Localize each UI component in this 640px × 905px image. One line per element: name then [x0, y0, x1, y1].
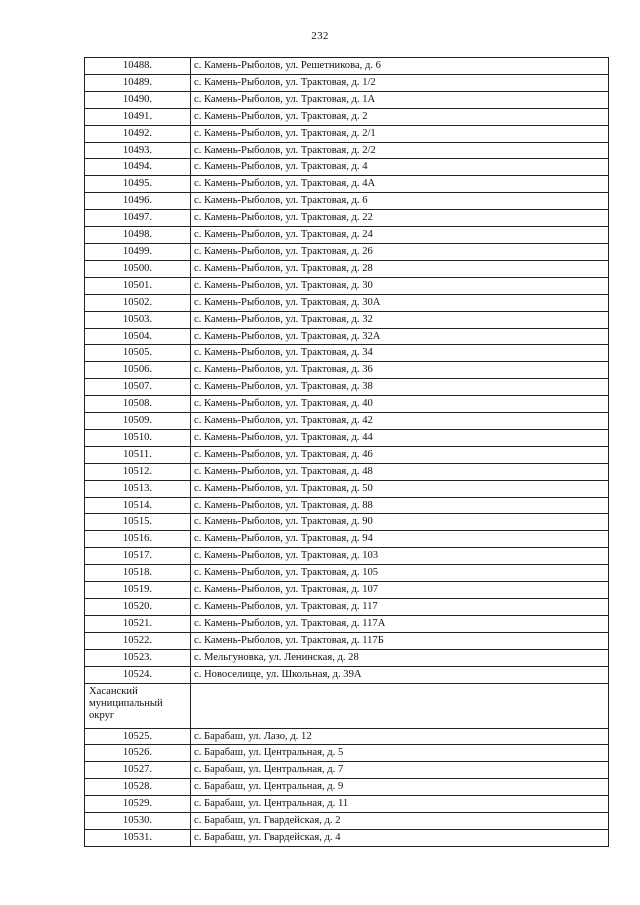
row-address: с. Камень-Рыболов, ул. Трактовая, д. 36 [191, 362, 609, 379]
row-address: с. Камень-Рыболов, ул. Трактовая, д. 94 [191, 531, 609, 548]
row-number: 10531. [85, 829, 191, 846]
row-number: 10514. [85, 497, 191, 514]
table-row [85, 632, 609, 649]
table-row [85, 480, 609, 497]
table-row [85, 796, 609, 813]
address-rows-part2 [85, 728, 609, 846]
address-rows-part1 [85, 58, 609, 684]
table-row [85, 91, 609, 108]
table-row [85, 328, 609, 345]
row-number: 10524. [85, 666, 191, 683]
table-row [85, 125, 609, 142]
row-address: с. Камень-Рыболов, ул. Трактовая, д. 90 [191, 514, 609, 531]
row-address: с. Камень-Рыболов, ул. Трактовая, д. 117Б [191, 632, 609, 649]
table-row [85, 429, 609, 446]
row-address: с. Камень-Рыболов, ул. Трактовая, д. 30А [191, 294, 609, 311]
table-row [85, 210, 609, 227]
row-address: с. Камень-Рыболов, ул. Трактовая, д. 26 [191, 243, 609, 260]
row-address: с. Камень-Рыболов, ул. Трактовая, д. 32 [191, 311, 609, 328]
row-number: 10504. [85, 328, 191, 345]
row-number: 10523. [85, 649, 191, 666]
table-row [85, 108, 609, 125]
row-address: с. Камень-Рыболов, ул. Трактовая, д. 32А [191, 328, 609, 345]
row-number: 10503. [85, 311, 191, 328]
table-row [85, 243, 609, 260]
row-address: с. Камень-Рыболов, ул. Трактовая, д. 2 [191, 108, 609, 125]
row-address: с. Барабаш, ул. Гвардейская, д. 4 [191, 829, 609, 846]
row-number: 10511. [85, 446, 191, 463]
row-address: с. Камень-Рыболов, ул. Трактовая, д. 88 [191, 497, 609, 514]
row-number: 10492. [85, 125, 191, 142]
row-number: 10501. [85, 277, 191, 294]
table-row [85, 762, 609, 779]
row-number: 10515. [85, 514, 191, 531]
row-address: с. Камень-Рыболов, ул. Трактовая, д. 46 [191, 446, 609, 463]
row-address: с. Камень-Рыболов, ул. Трактовая, д. 44 [191, 429, 609, 446]
row-number: 10513. [85, 480, 191, 497]
row-address: с. Камень-Рыболов, ул. Трактовая, д. 24 [191, 227, 609, 244]
table-row [85, 446, 609, 463]
table-row [85, 829, 609, 846]
row-number: 10491. [85, 108, 191, 125]
row-address: с. Барабаш, ул. Центральная, д. 7 [191, 762, 609, 779]
row-number: 10525. [85, 728, 191, 745]
table-row [85, 548, 609, 565]
table-row [85, 582, 609, 599]
row-address: с. Камень-Рыболов, ул. Трактовая, д. 6 [191, 193, 609, 210]
row-number: 10520. [85, 599, 191, 616]
table-row [85, 58, 609, 75]
row-address: с. Барабаш, ул. Центральная, д. 5 [191, 745, 609, 762]
row-address: с. Камень-Рыболов, ул. Трактовая, д. 105 [191, 565, 609, 582]
row-number: 10488. [85, 58, 191, 75]
row-number: 10527. [85, 762, 191, 779]
row-number: 10506. [85, 362, 191, 379]
row-address: с. Камень-Рыболов, ул. Трактовая, д. 107 [191, 582, 609, 599]
table-row [85, 779, 609, 796]
table-row [85, 142, 609, 159]
table-row [85, 728, 609, 745]
row-number: 10517. [85, 548, 191, 565]
row-number: 10502. [85, 294, 191, 311]
row-address: с. Камень-Рыболов, ул. Трактовая, д. 38 [191, 379, 609, 396]
row-address: с. Барабаш, ул. Гвардейская, д. 2 [191, 813, 609, 830]
row-address: с. Камень-Рыболов, ул. Трактовая, д. 34 [191, 345, 609, 362]
district-label: Хасанский муниципальный округ [85, 683, 191, 728]
page-number: 232 [311, 30, 329, 42]
table-row [85, 413, 609, 430]
table-row [85, 176, 609, 193]
district-section [85, 683, 609, 728]
row-number: 10499. [85, 243, 191, 260]
row-number: 10516. [85, 531, 191, 548]
table-row [85, 666, 609, 683]
table-row [85, 74, 609, 91]
row-address: с. Камень-Рыболов, ул. Трактовая, д. 22 [191, 210, 609, 227]
row-address: с. Камень-Рыболов, ул. Трактовая, д. 42 [191, 413, 609, 430]
table-row [85, 379, 609, 396]
row-number: 10493. [85, 142, 191, 159]
table-row [85, 362, 609, 379]
table-row [85, 514, 609, 531]
row-address: с. Камень-Рыболов, ул. Трактовая, д. 1А [191, 91, 609, 108]
row-address: с. Камень-Рыболов, ул. Трактовая, д. 2/1 [191, 125, 609, 142]
row-address: с. Камень-Рыболов, ул. Трактовая, д. 40 [191, 396, 609, 413]
table-row [85, 497, 609, 514]
row-number: 10496. [85, 193, 191, 210]
row-address: с. Камень-Рыболов, ул. Трактовая, д. 30 [191, 277, 609, 294]
row-number: 10518. [85, 565, 191, 582]
row-number: 10507. [85, 379, 191, 396]
row-address: с. Барабаш, ул. Лазо, д. 12 [191, 728, 609, 745]
table-row [85, 260, 609, 277]
row-address: с. Камень-Рыболов, ул. Трактовая, д. 1/2 [191, 74, 609, 91]
row-number: 10494. [85, 159, 191, 176]
row-number: 10510. [85, 429, 191, 446]
district-row [85, 683, 609, 728]
table-row [85, 159, 609, 176]
row-address: с. Камень-Рыболов, ул. Трактовая, д. 4 [191, 159, 609, 176]
table-row [85, 294, 609, 311]
row-address: с. Мельгуновка, ул. Ленинская, д. 28 [191, 649, 609, 666]
row-address: с. Барабаш, ул. Центральная, д. 9 [191, 779, 609, 796]
row-number: 10497. [85, 210, 191, 227]
row-number: 10509. [85, 413, 191, 430]
table-row [85, 531, 609, 548]
address-table [84, 57, 609, 847]
table-row [85, 396, 609, 413]
table-row [85, 345, 609, 362]
row-number: 10528. [85, 779, 191, 796]
row-number: 10505. [85, 345, 191, 362]
row-number: 10526. [85, 745, 191, 762]
row-address: с. Камень-Рыболов, ул. Трактовая, д. 48 [191, 463, 609, 480]
row-number: 10489. [85, 74, 191, 91]
table-row [85, 649, 609, 666]
table-row [85, 813, 609, 830]
row-number: 10495. [85, 176, 191, 193]
table-row [85, 565, 609, 582]
district-address-cell [191, 683, 609, 728]
row-address: с. Камень-Рыболов, ул. Трактовая, д. 2/2 [191, 142, 609, 159]
table-row [85, 193, 609, 210]
row-address: с. Камень-Рыболов, ул. Трактовая, д. 50 [191, 480, 609, 497]
table-row [85, 745, 609, 762]
table-row [85, 615, 609, 632]
row-number: 10490. [85, 91, 191, 108]
row-address: с. Камень-Рыболов, ул. Решетникова, д. 6 [191, 58, 609, 75]
row-number: 10521. [85, 615, 191, 632]
table-row [85, 277, 609, 294]
row-number: 10498. [85, 227, 191, 244]
row-address: с. Барабаш, ул. Центральная, д. 11 [191, 796, 609, 813]
row-number: 10508. [85, 396, 191, 413]
row-address: с. Новоселище, ул. Школьная, д. 39А [191, 666, 609, 683]
row-address: с. Камень-Рыболов, ул. Трактовая, д. 103 [191, 548, 609, 565]
row-address: с. Камень-Рыболов, ул. Трактовая, д. 117 [191, 599, 609, 616]
table-row [85, 227, 609, 244]
row-address: с. Камень-Рыболов, ул. Трактовая, д. 4А [191, 176, 609, 193]
row-address: с. Камень-Рыболов, ул. Трактовая, д. 117А [191, 615, 609, 632]
row-number: 10522. [85, 632, 191, 649]
row-number: 10512. [85, 463, 191, 480]
row-number: 10529. [85, 796, 191, 813]
row-address: с. Камень-Рыболов, ул. Трактовая, д. 28 [191, 260, 609, 277]
table-row [85, 311, 609, 328]
row-number: 10519. [85, 582, 191, 599]
row-number: 10500. [85, 260, 191, 277]
table-row [85, 599, 609, 616]
table-row [85, 463, 609, 480]
row-number: 10530. [85, 813, 191, 830]
